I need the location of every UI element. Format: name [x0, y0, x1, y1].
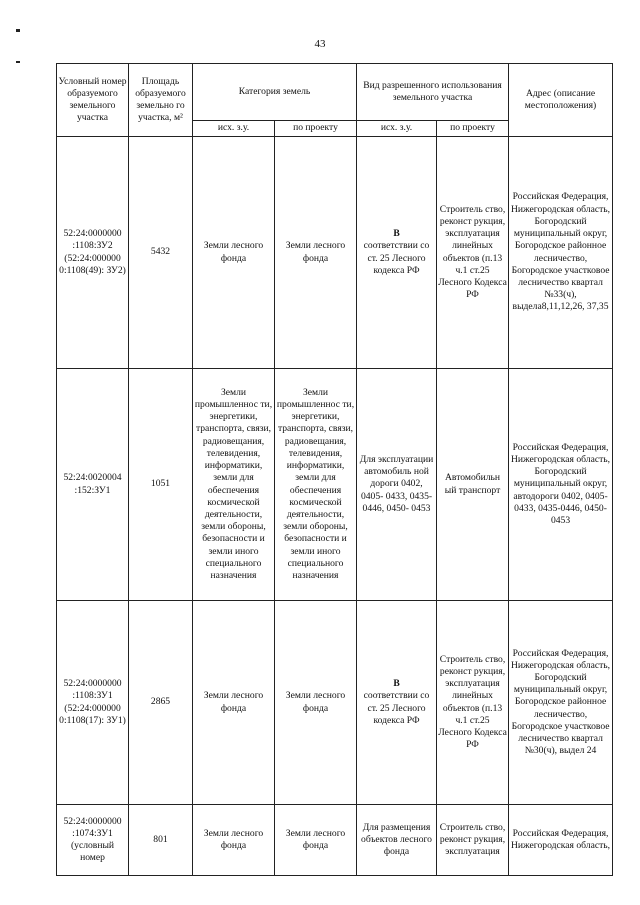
header-number: Условный номер образуемого земельного участка — [57, 64, 129, 137]
cell-category-source: Земли лесного фонда — [193, 805, 275, 876]
cell-category-project: Земли промышленнос ти, энергетики, транспорта, связи, радиовещания, телевидения, информатики, земли для обеспечения космической деятельности, земли обороны, безопасности и земли иного специального назначения — [275, 369, 357, 601]
margin-mark — [16, 61, 20, 63]
table-row — [57, 601, 613, 805]
table-row — [57, 137, 613, 369]
cell-category-source: Земли лесного фонда — [193, 137, 275, 369]
cell-address: Российская Федерация, Нижегородская область, Богородский муниципальный округ, Богородское районное лесничество, Богородское участковое лесничество квартал №33(ч), выдела8,11,12,26, 37,35 — [509, 137, 613, 369]
cell-category-source: Земли промышленнос ти, энергетики, транспорта, связи, радиовещания, телевидения, информатики, земли для обеспечения космической деятельности, земли обороны, безопасности и земли иного специального назначения — [193, 369, 275, 601]
header-use-source: исх. з.у. — [357, 121, 437, 137]
margin-mark — [16, 29, 20, 32]
header-category-source: исх. з.у. — [193, 121, 275, 137]
cell-use-project: Строитель ство, реконст рукция, эксплуатация линейных объектов (п.13 ч.1 ст.25 Лесного Кодекса РФ — [437, 137, 509, 369]
table-row — [57, 369, 613, 601]
cell-category-project: Земли лесного фонда — [275, 601, 357, 805]
cell-area: 801 — [129, 805, 193, 876]
cell-number: 52:24:0000000 :1108:ЗУ2 (52:24:000000 0:1108(49): ЗУ2) — [57, 137, 129, 369]
cell-address: Российская Федерация, Нижегородская область, Богородский муниципальный округ, автодороги 0402, 0405- 0433, 0435-0446, 0450-0453 — [509, 369, 613, 601]
use-prefix: В — [393, 228, 400, 240]
cell-use-source: Для эксплуатации автомобиль ной дороги 0402, 0405- 0433, 0435- 0446, 0450- 0453 — [357, 369, 437, 601]
cell-use-source — [357, 137, 437, 369]
cell-address: Российская Федерация, Нижегородская область, — [509, 805, 613, 876]
cell-use-source — [357, 601, 437, 805]
cell-number: 52:24:0020004 :152:ЗУ1 — [57, 369, 129, 601]
cell-area: 2865 — [129, 601, 193, 805]
cell-use-project: Строитель ство, реконст рукция, эксплуатация — [437, 805, 509, 876]
cell-address: Российская Федерация, Нижегородская область, Богородский муниципальный округ, Богородское районное лесничество, Богородское участковое лесничество квартал №30(ч), выдел 24 — [509, 601, 613, 805]
land-plots-table — [56, 63, 613, 876]
cell-number: 52:24:0000000 :1074:ЗУ1 (условный номер — [57, 805, 129, 876]
header-use-project: по проекту — [437, 121, 509, 137]
cell-area: 1051 — [129, 369, 193, 601]
header-category-project: по проекту — [275, 121, 357, 137]
use-text: соответствии со ст. 25 Лесного кодекса РФ — [363, 690, 430, 726]
cell-use-project: Автомобильн ый транспорт — [437, 369, 509, 601]
cell-category-project: Земли лесного фонда — [275, 137, 357, 369]
header-area: Площадь образуемого земельно го участка, м² — [129, 64, 193, 137]
use-text: соответствии со ст. 25 Лесного кодекса РФ — [363, 240, 430, 276]
header-address: Адрес (описание местоположения) — [509, 64, 613, 137]
page-number: 43 — [314, 38, 326, 50]
cell-category-project: Земли лесного фонда — [275, 805, 357, 876]
table-row — [57, 805, 613, 876]
header-use: Вид разрешенного использования земельного участка — [357, 64, 509, 121]
cell-number: 52:24:0000000 :1108:ЗУ1 (52:24:000000 0:1108(17): ЗУ1) — [57, 601, 129, 805]
cell-category-source: Земли лесного фонда — [193, 601, 275, 805]
cell-use-source: Для размещения объектов лесного фонда — [357, 805, 437, 876]
header-category: Категория земель — [193, 64, 357, 121]
cell-area: 5432 — [129, 137, 193, 369]
cell-use-project: Строитель ство, реконст рукция, эксплуатация линейных объектов (п.13 ч.1 ст.25 Лесного Кодекса РФ — [437, 601, 509, 805]
use-prefix: В — [393, 678, 400, 690]
